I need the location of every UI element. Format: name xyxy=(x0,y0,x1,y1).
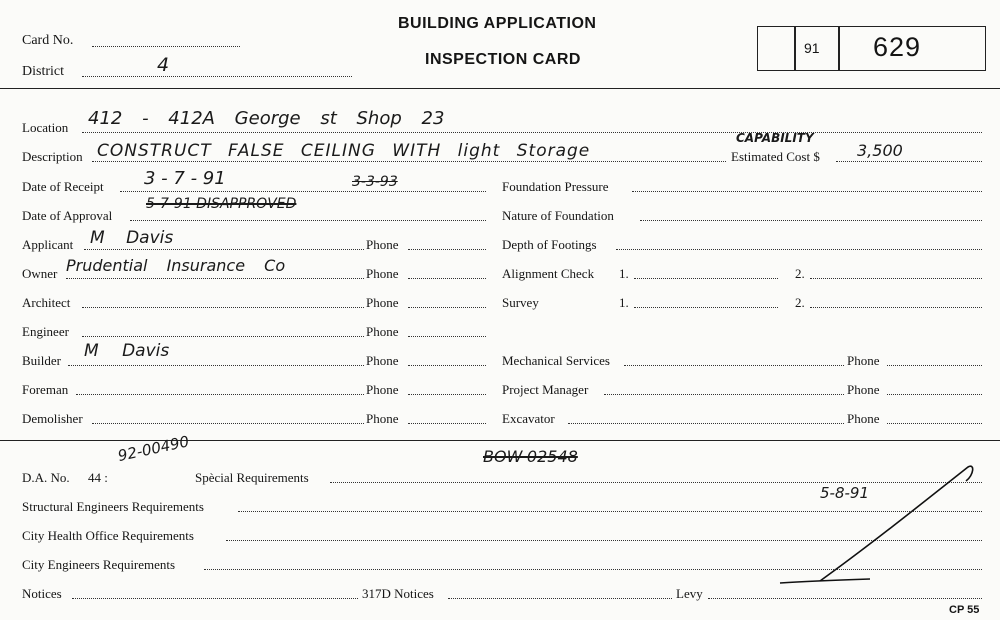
location-label: Location xyxy=(22,120,69,135)
architect-phone-line xyxy=(408,307,486,308)
project-manager-line xyxy=(604,394,844,395)
builder-label: Builder xyxy=(22,353,61,368)
architect-label: Architect xyxy=(22,295,71,310)
depth-of-footings-line xyxy=(616,249,982,250)
applicant-line xyxy=(84,249,364,250)
date-of-approval-label: Date of Approval xyxy=(22,208,113,223)
owner-value: Prudential Insurance Co xyxy=(66,256,286,275)
excavator-phone-label: Phone xyxy=(847,411,880,426)
card-no-line xyxy=(92,46,240,47)
engineer-label: Engineer xyxy=(22,324,69,339)
description-label: Description xyxy=(22,149,83,164)
notices-317d-label: 317D Notices xyxy=(362,586,434,601)
alignment-check-line1 xyxy=(634,278,778,279)
builder-line xyxy=(68,365,364,366)
foreman-line xyxy=(76,394,364,395)
alignment-check-line2 xyxy=(810,278,982,279)
notices-317d-line xyxy=(448,598,672,599)
date-of-receipt-value: 3 - 7 - 91 xyxy=(144,168,226,189)
project-manager-phone-line xyxy=(887,394,982,395)
owner-phone-line xyxy=(408,278,486,279)
levy-line xyxy=(708,598,982,599)
location-value: 412 - 412A George st Shop 23 xyxy=(88,108,445,129)
date-of-approval-line xyxy=(130,220,486,221)
levy-label: Levy xyxy=(676,586,703,601)
survey-label: Survey xyxy=(502,295,539,310)
owner-label: Owner xyxy=(22,266,58,281)
header-rule xyxy=(0,88,1000,89)
alignment-check-n2: 2. xyxy=(795,266,805,281)
date-of-approval-value: 5-7-91 DISAPPROVED xyxy=(146,196,297,212)
date-of-receipt-value2: 3-3-93 xyxy=(352,174,398,190)
engineer-phone-line xyxy=(408,336,486,337)
city-engineers-label: City Engineers Requirements xyxy=(22,557,176,572)
alignment-check-n1: 1. xyxy=(619,266,629,281)
excavator-line xyxy=(568,423,844,424)
foreman-phone-label: Phone xyxy=(366,382,399,397)
foundation-pressure-label: Foundation Pressure xyxy=(502,179,609,194)
foreman-phone-line xyxy=(408,394,486,395)
date-of-receipt-label: Date of Receipt xyxy=(22,179,104,194)
box-divider-2 xyxy=(838,27,840,70)
project-manager-phone-label: Phone xyxy=(847,382,880,397)
owner-phone-label: Phone xyxy=(366,266,399,281)
project-manager-label: Project Manager xyxy=(502,382,589,397)
card-number: 629 xyxy=(873,32,922,62)
survey-line2 xyxy=(810,307,982,308)
signature-mark xyxy=(760,455,990,595)
box-divider-1 xyxy=(794,27,796,70)
demolisher-label: Demolisher xyxy=(22,411,83,426)
excavator-label: Excavator xyxy=(502,411,555,426)
survey-line1 xyxy=(634,307,778,308)
alignment-check-label: Alignment Check xyxy=(502,266,595,281)
notices-label: Notices xyxy=(22,586,62,601)
nature-of-foundation-line xyxy=(640,220,982,221)
demolisher-line xyxy=(92,423,364,424)
mechanical-services-line xyxy=(624,365,844,366)
applicant-value: M Davis xyxy=(90,228,174,248)
card-no-label: Card No. xyxy=(22,33,74,48)
demolisher-phone-label: Phone xyxy=(366,411,399,426)
notices-line xyxy=(72,598,358,599)
mechanical-phone-label: Phone xyxy=(847,353,880,368)
architect-line xyxy=(82,307,364,308)
applicant-phone-line xyxy=(408,249,486,250)
mechanical-services-label: Mechanical Services xyxy=(502,353,610,368)
year-value: 91 xyxy=(804,40,820,56)
estimated-cost-line xyxy=(836,161,982,162)
district-label: District xyxy=(22,64,64,79)
excavator-phone-line xyxy=(887,423,982,424)
title-line2: INSPECTION CARD xyxy=(425,51,581,68)
nature-of-foundation-label: Nature of Foundation xyxy=(502,208,614,223)
estimated-cost-label: Estimated Cost $ xyxy=(731,149,820,164)
engineer-line xyxy=(82,336,364,337)
survey-n1: 1. xyxy=(619,295,629,310)
structural-requirements-label: Structural Engineers Requirements xyxy=(22,499,204,514)
depth-of-footings-label: Depth of Footings xyxy=(502,237,597,252)
architect-phone-label: Phone xyxy=(366,295,399,310)
struck-reference: BOW-02548 xyxy=(483,447,578,466)
foundation-pressure-line xyxy=(632,191,982,192)
applicant-phone-label: Phone xyxy=(366,237,399,252)
da-handwritten: 92-00490 xyxy=(116,432,191,465)
owner-line xyxy=(66,278,364,279)
description-line xyxy=(92,161,726,162)
location-line xyxy=(82,132,982,133)
survey-n2: 2. xyxy=(795,295,805,310)
special-requirements-label: Spècial Requirements xyxy=(195,470,309,485)
applicant-label: Applicant xyxy=(22,237,74,252)
card-number-box xyxy=(757,26,986,71)
form-code: CP 55 xyxy=(949,604,980,616)
foreman-label: Foreman xyxy=(22,382,69,397)
date-of-receipt-line xyxy=(120,191,486,192)
da-label: D.A. No. xyxy=(22,470,70,485)
district-value: 4 xyxy=(157,54,170,76)
builder-phone-line xyxy=(408,365,486,366)
description-extra: CAPABILITY xyxy=(736,131,814,145)
engineer-phone-label: Phone xyxy=(366,324,399,339)
description-value: CONSTRUCT FALSE CEILING WITH light Storage xyxy=(97,141,591,161)
handwritten-date: 5-8-91 xyxy=(820,484,869,502)
builder-value: M Davis xyxy=(84,341,170,361)
health-requirements-label: City Health Office Requirements xyxy=(22,528,194,543)
da-value: 44 : xyxy=(88,470,108,485)
demolisher-phone-line xyxy=(408,423,486,424)
district-line xyxy=(82,76,352,77)
mechanical-phone-line xyxy=(887,365,982,366)
title-line1: BUILDING APPLICATION xyxy=(398,15,597,32)
builder-phone-label: Phone xyxy=(366,353,399,368)
estimated-cost-value: 3,500 xyxy=(857,141,903,160)
